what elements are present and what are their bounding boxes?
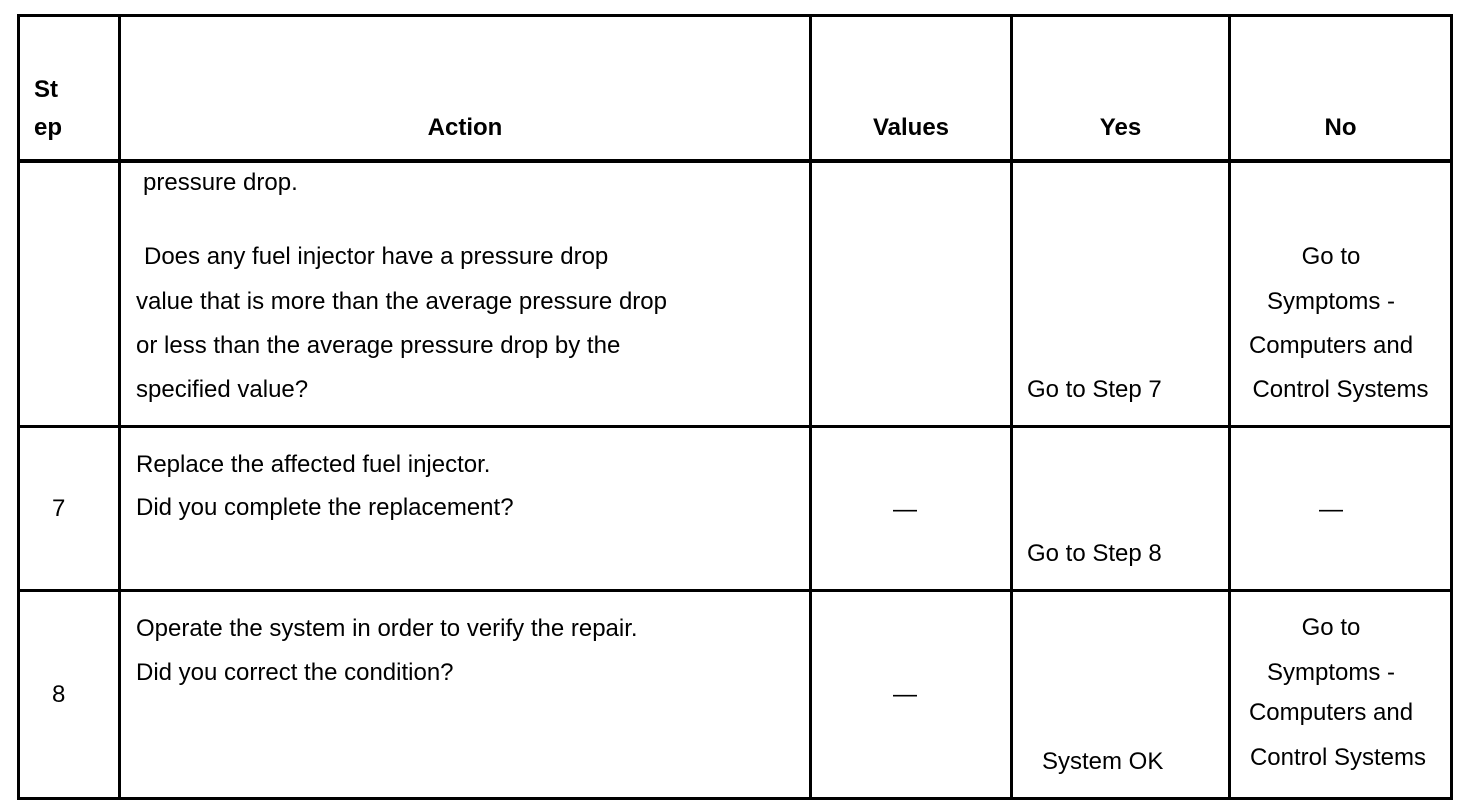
values-cell: — bbox=[893, 681, 917, 708]
yes-result: System OK bbox=[1042, 748, 1164, 775]
step-number: 7 bbox=[52, 495, 66, 522]
table-border-right bbox=[1450, 14, 1453, 800]
header-step-line2: ep bbox=[34, 114, 63, 141]
no-result-line: Symptoms - bbox=[1266, 659, 1395, 686]
no-result: — bbox=[1319, 496, 1343, 523]
yes-result: Go to Step 7 bbox=[1027, 376, 1162, 403]
no-result-line: Control Systems bbox=[1249, 744, 1427, 771]
table-border-left bbox=[17, 14, 20, 800]
no-result-line: Symptoms - bbox=[1266, 288, 1395, 315]
no-result-line: Computers and bbox=[1248, 332, 1414, 359]
table-border-bottom bbox=[17, 797, 1453, 800]
no-result-line: Go to bbox=[1301, 614, 1361, 641]
action-line: Does any fuel injector have a pressure drop bbox=[144, 243, 609, 270]
header-action: Action bbox=[427, 114, 503, 141]
header-yes: Yes bbox=[1099, 114, 1142, 141]
action-line: Replace the affected fuel injector. bbox=[136, 451, 491, 478]
action-line: Did you correct the condition? bbox=[136, 659, 454, 686]
header-values: Values bbox=[872, 114, 950, 141]
table-border-top bbox=[17, 14, 1453, 17]
no-result-line: Computers and bbox=[1248, 699, 1414, 726]
header-no: No bbox=[1324, 114, 1357, 141]
action-line: pressure drop. bbox=[143, 169, 298, 196]
header-divider bbox=[17, 159, 1453, 163]
action-line: or less than the average pressure drop by the bbox=[136, 332, 621, 359]
no-result-line: Control Systems bbox=[1252, 376, 1429, 403]
row-divider bbox=[17, 589, 1453, 592]
action-line: Operate the system in order to verify the repair. bbox=[136, 615, 638, 642]
action-line: value that is more than the average pressure drop bbox=[136, 288, 667, 315]
header-step-line1: St bbox=[34, 76, 58, 103]
action-line: Did you complete the replacement? bbox=[136, 494, 514, 521]
step-number: 8 bbox=[52, 681, 66, 708]
row-divider bbox=[17, 425, 1453, 428]
no-result-line: Go to bbox=[1301, 243, 1361, 270]
values-cell: — bbox=[893, 496, 917, 523]
yes-result: Go to Step 8 bbox=[1027, 540, 1162, 567]
action-line: specified value? bbox=[136, 376, 309, 403]
